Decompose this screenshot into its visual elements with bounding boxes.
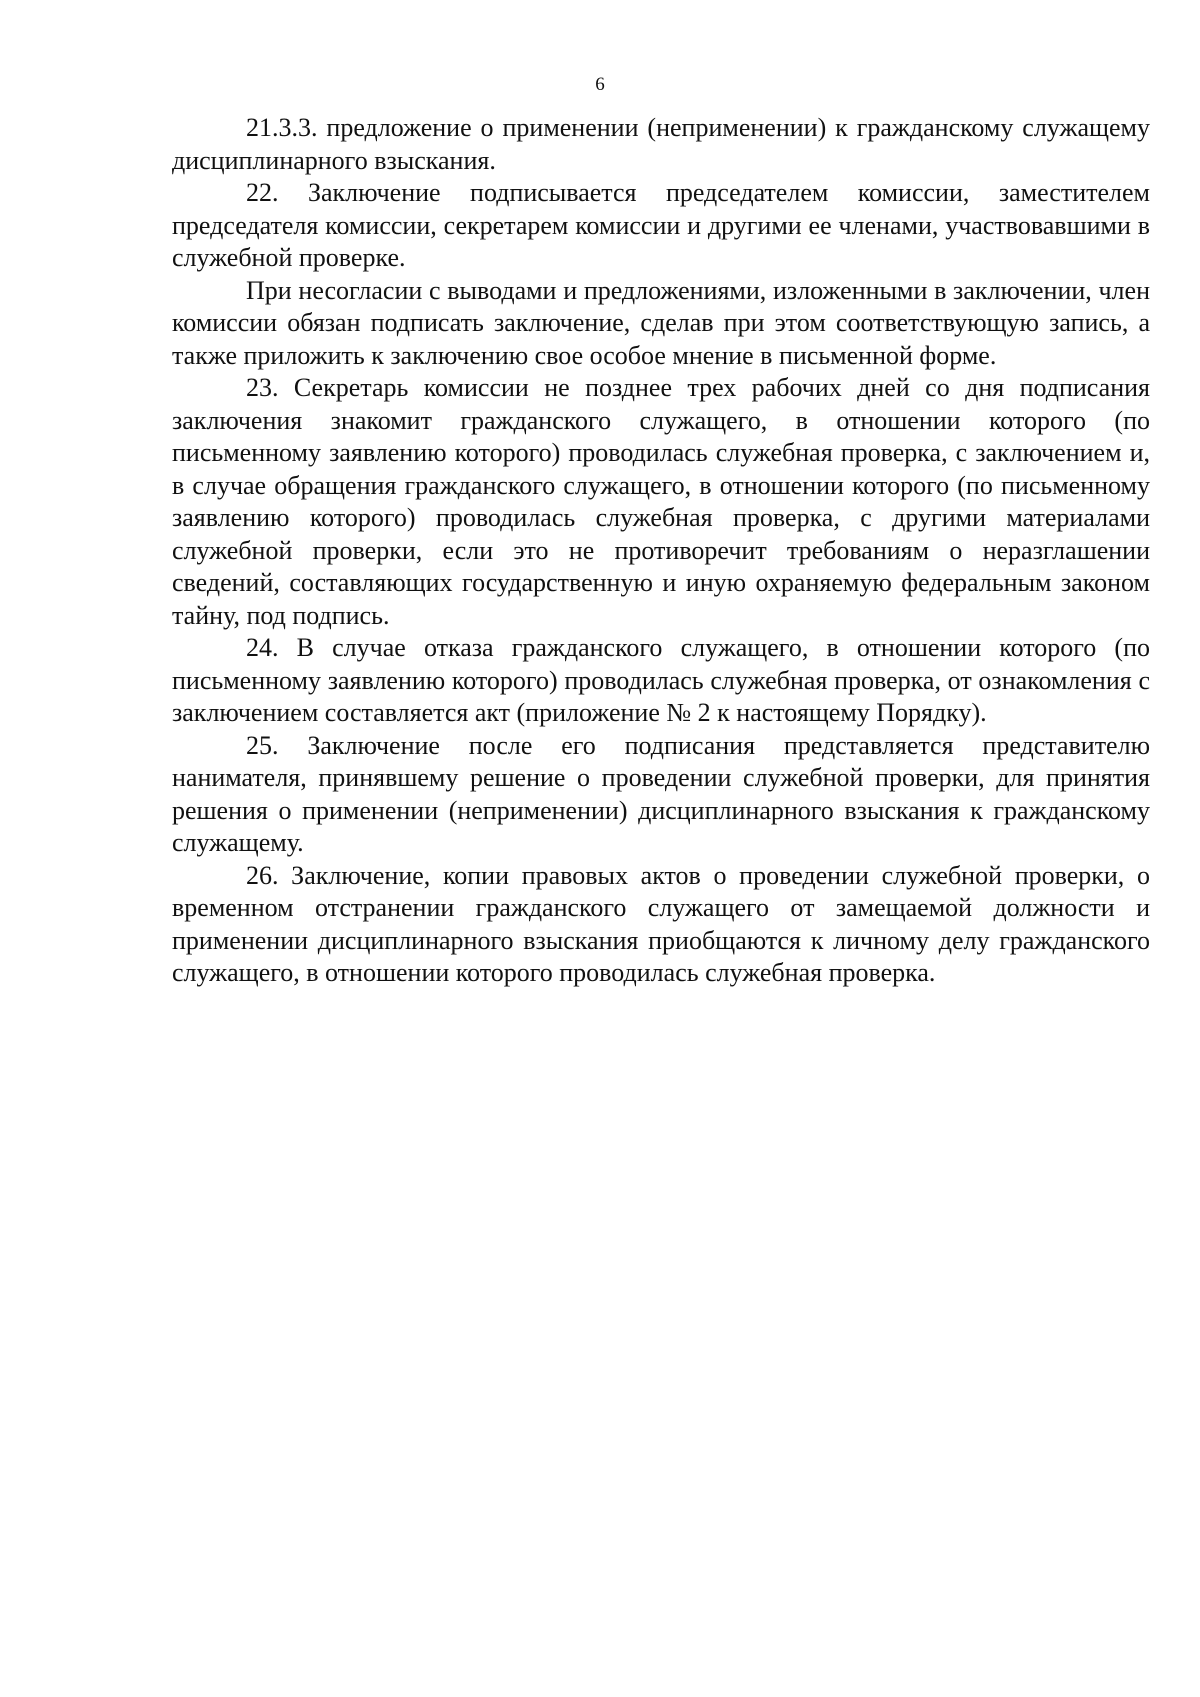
paragraph-23: 23. Секретарь комиссии не позднее трех рабочих дней со дня подписания заключения знакомит гражданского служащего, в отношении которого (по письменному заявлению которого) проводилась служебная проверка, с заключением и, в случае обращения гражданского служащего, в отношении которого (по письменному заявлению которого) проводилась служебная проверка, с другими материалами служебной проверки, если это не противоречит требованиям о неразглашении сведений, составляющих государственную и иную охраняемую федеральным законом тайну, под подпись. — [172, 373, 1150, 630]
document-body — [172, 112, 1150, 990]
paragraph-22: 22. Заключение подписывается председателем комиссии, заместителем председателя комиссии, секретарем комиссии и другими ее членами, участвовавшими в служебной проверке. — [172, 178, 1150, 272]
paragraph-21-3-3: 21.3.3. предложение о применении (неприменении) к гражданскому служащему дисциплинарного взыскания. — [172, 113, 1150, 175]
page-number: 6 — [595, 74, 605, 95]
paragraph-25: 25. Заключение после его подписания представляется представителю нанимателя, принявшему решение о проведении служебной проверки, для принятия решения о применении (неприменении) дисциплинарного взыскания к гражданскому служащему. — [172, 730, 1150, 857]
paragraph-26: 26. Заключение, копии правовых актов о проведении служебной проверки, о временном отстранении гражданского служащего от замещаемой должности и применении дисциплинарного взыскания приобщаются к личному делу гражданского служащего, в отношении которого проводилась служебная проверка. — [172, 860, 1150, 987]
paragraph-24: 24. В случае отказа гражданского служащего, в отношении которого (по письменному заявлению которого) проводилась служебная проверка, от ознакомления с заключением составляется акт (приложение № 2 к настоящему Порядку). — [172, 633, 1150, 727]
paragraph-22-disagreement: При несогласии с выводами и предложениями, изложенными в заключении, член комиссии обязан подписать заключение, сделав при этом соответствующую запись, а также приложить к заключению свое особое мнение в письменной форме. — [172, 275, 1150, 370]
